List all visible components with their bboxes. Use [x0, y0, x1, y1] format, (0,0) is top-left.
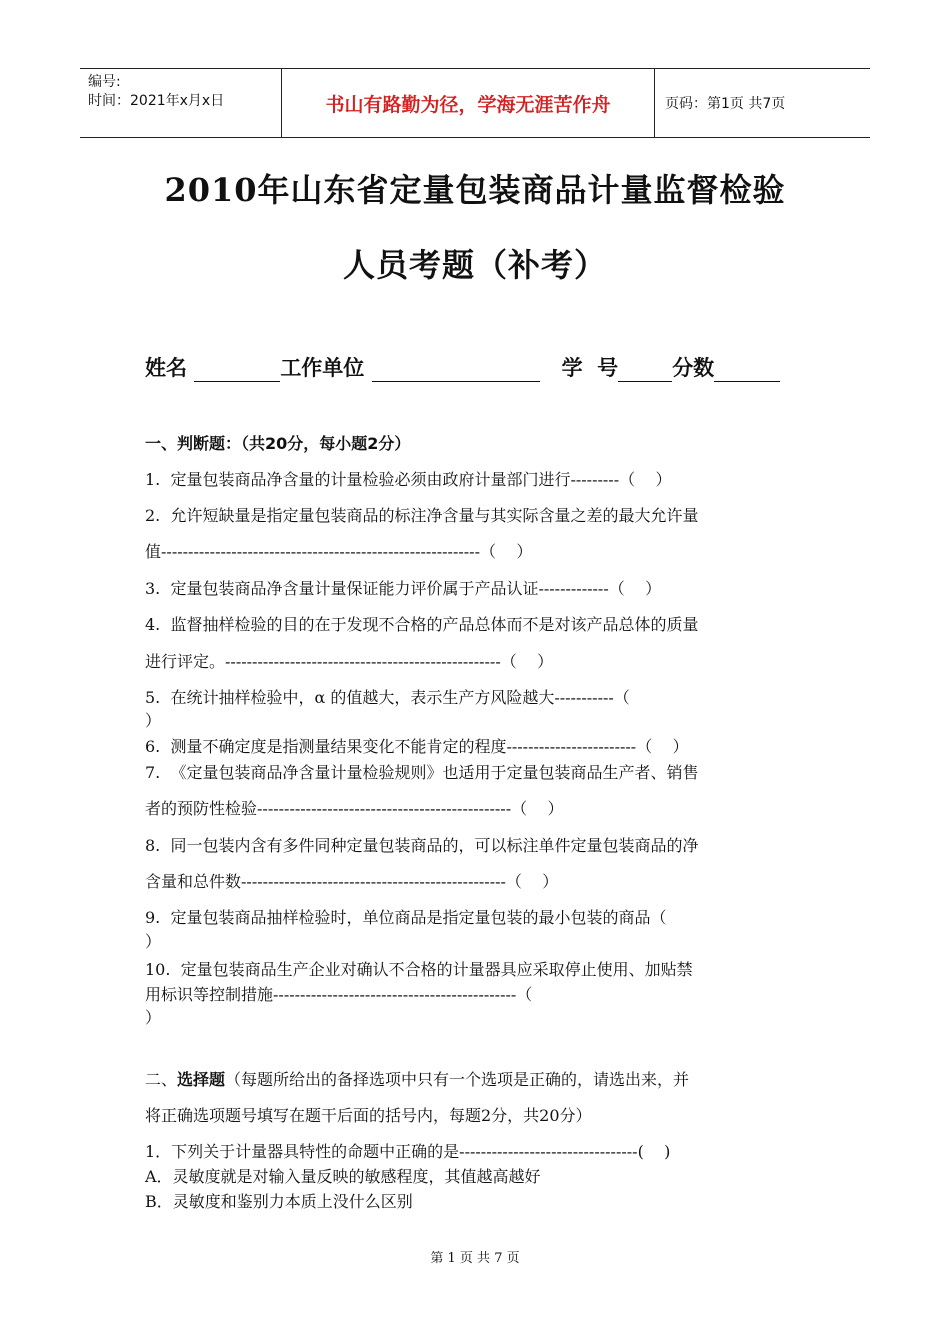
student-label: 学 号 — [561, 356, 619, 380]
time-label: 时间：2021年x月x日 — [88, 93, 225, 109]
info-row — [145, 352, 780, 382]
question-line: 8. 同一包装内含有多件同种定量包装商品的，可以标注单件定量包装商品的净 — [145, 836, 699, 855]
question-line: 含量和总件数-------------------------------------------------（ ） — [145, 872, 559, 891]
section2-heading-bold: 选择题 — [177, 1070, 226, 1089]
choice-option: B．灵敏度和鉴别力本质上没什么区别 — [145, 1192, 413, 1211]
question-line: 6. 测量不确定度是指测量结果变化不能肯定的程度------------------------（ ） — [145, 737, 689, 756]
score-blank[interactable] — [714, 359, 780, 382]
question-line: ） — [145, 932, 162, 951]
unit-blank[interactable] — [372, 359, 540, 382]
question-line: 者的预防性检验-----------------------------------------------（ ） — [145, 799, 564, 818]
doc-title-line1: 2010年山东省定量包装商品计量监督检验 — [164, 171, 786, 209]
question-line: 用标识等控制措施---------------------------------------------（ — [145, 985, 533, 1004]
question-line: 10. 定量包装商品生产企业对确认不合格的计量器具应采取停止使用、加贴禁 — [145, 960, 693, 979]
header-meta — [80, 69, 282, 137]
student-blank[interactable] — [618, 359, 672, 382]
name-label: 姓名 — [145, 356, 187, 380]
header-motto: 书山有路勤为径，学海无涯苦作舟 — [282, 69, 655, 137]
section2-heading-num: 二、 — [145, 1070, 178, 1089]
page-footer: 第 1 页 共 7 页 — [430, 1251, 520, 1266]
number-label: 编号: — [88, 74, 121, 90]
question-line: 5. 在统计抽样检验中，α 的值越大，表示生产方风险越大-----------（ — [145, 688, 630, 707]
unit-label: 工作单位 — [280, 356, 365, 380]
question-line: ） — [145, 1008, 162, 1027]
question-line: 进行评定。---------------------------------------------------（ ） — [145, 652, 554, 671]
question-line: 7. 《定量包装商品净含量计量检验规则》也适用于定量包装商品生产者、销售 — [145, 763, 699, 782]
question-line: ） — [145, 711, 162, 730]
header-table — [80, 68, 870, 138]
section2-heading — [145, 1067, 689, 1090]
section2-heading-rest: （每题所给出的备择选项中只有一个选项是正确的，请选出来，并 — [225, 1070, 690, 1089]
question-line: 2. 允许短缺量是指定量包装商品的标注净含量与其实际含量之差的最大允许量 — [145, 506, 699, 525]
name-blank[interactable] — [194, 359, 280, 382]
choice-question: 1．下列关于计量器具特性的命题中正确的是---------------------------------( ) — [145, 1142, 671, 1161]
section1-heading: 一、判断题：（共20分，每小题2分） — [145, 434, 411, 453]
header-page-info: 页码：第1页 共7页 — [665, 96, 786, 112]
question-line: 3. 定量包装商品净含量计量保证能力评价属于产品认证-------------（ ） — [145, 579, 662, 598]
question-line: 9. 定量包装商品抽样检验时，单位商品是指定量包装的最小包装的商品（ — [145, 908, 667, 927]
question-line: 值-----------------------------------------------------------（ ） — [145, 542, 533, 561]
question-line: 4. 监督抽样检验的目的在于发现不合格的产品总体而不是对该产品总体的质量 — [145, 615, 699, 634]
score-label: 分数 — [672, 356, 715, 380]
question-line: 1. 定量包装商品净含量的计量检验必须由政府计量部门进行---------（ ） — [145, 470, 672, 489]
choice-option: A．灵敏度就是对输入量反映的敏感程度，其值越高越好 — [145, 1167, 541, 1186]
section2-heading-line2: 将正确选项题号填写在题干后面的括号内，每题2分，共20分） — [145, 1106, 592, 1125]
doc-title-line2: 人员考题（补考） — [342, 246, 607, 284]
